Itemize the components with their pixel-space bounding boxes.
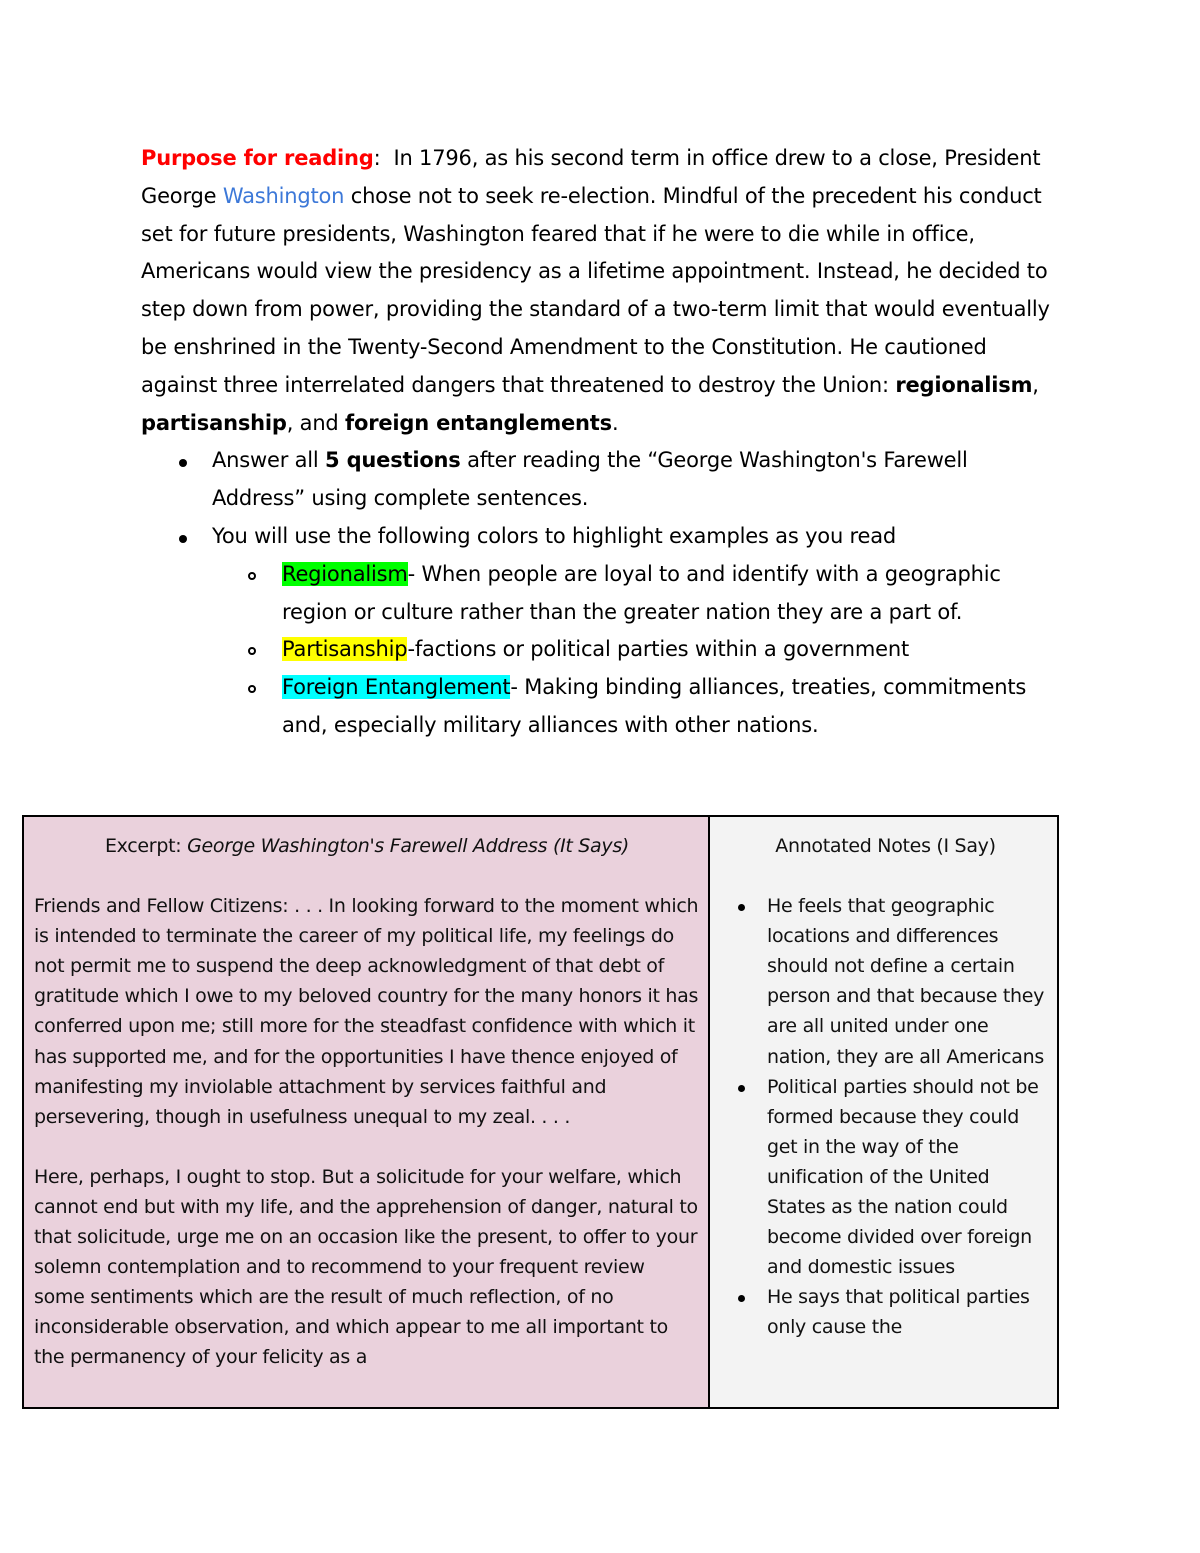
excerpt-label: Excerpt: <box>104 835 188 857</box>
bullet-icon <box>179 535 187 543</box>
color-key-foreign-entanglement <box>141 669 1061 745</box>
separator: , <box>1032 372 1039 397</box>
note-text: He feels that geographic locations and differences should not define a certain person and that because they are all united under one nation, they are all Americans <box>767 895 1045 1068</box>
color-key-list <box>212 556 1061 745</box>
instruction-text: Answer all <box>212 448 326 473</box>
bullet-icon <box>738 1085 745 1092</box>
notes-header: Annotated Notes (I Say) <box>775 835 996 857</box>
highlight-partisanship: Partisanship <box>282 637 408 662</box>
instruction-text: after reading the “George Washington's Farewell Address” using complete sentences. <box>212 448 968 511</box>
instruction-text: You will use the following colors to highlight examples as you read <box>212 523 897 548</box>
excerpt-column <box>24 817 710 1407</box>
highlight-foreign-entanglement: Foreign Entanglement <box>282 675 511 700</box>
circle-bullet-icon <box>248 572 256 580</box>
notes-column <box>710 817 1057 1407</box>
note-text: Political parties should not be formed because they could get in the way of the unification of the United States as the nation could become divided over foreign and domestic issues <box>767 1075 1039 1279</box>
definition-partisanship: -factions or political parties within a government <box>407 637 910 662</box>
note-item <box>720 1072 1051 1283</box>
bullet-icon <box>179 459 187 467</box>
purpose-paragraph <box>141 140 1061 442</box>
purpose-text-2: chose not to seek re-election. Mindful of the precedent his conduct set for future presidents, Washington feared that if he were to die while in office, Americans would view the presidency as a lifetime appointment. Instead, he decided to step down from power, providing the standard of a two-term limit that would eventually be enshrined in the Twenty-Second Amendment to the Constitution. He cautioned against three interrelated dangers that threatened to destroy the Union: <box>141 183 1050 397</box>
period: . <box>611 410 619 435</box>
purpose-section <box>141 140 1061 745</box>
separator: , and <box>286 410 346 435</box>
instruction-list <box>141 442 1061 744</box>
circle-bullet-icon <box>248 685 256 693</box>
danger-partisanship: partisanship <box>141 410 287 435</box>
notes-list <box>720 891 1051 1342</box>
excerpt-title: George Washington's Farewell Address (It Says) <box>187 835 630 857</box>
circle-bullet-icon <box>248 647 256 655</box>
highlight-regionalism: Regionalism <box>282 561 408 586</box>
questions-count: 5 questions <box>325 448 461 473</box>
color-key-regionalism <box>141 556 1061 632</box>
excerpt-header <box>34 831 700 861</box>
excerpt-paragraph-2: Here, perhaps, I ought to stop. But a solicitude for your welfare, which cannot end but with my life, and the apprehension of danger, natural to that solicitude, urge me on an occasion like the present, to offer to your solemn contemplation and to recommend to your frequent review some sentiments which are the result of much reflection, of no inconsiderable observation, and which appear to me all important to the permanency of your felicity as a <box>34 1165 698 1369</box>
excerpt-paragraph-1: Friends and Fellow Citizens: . . . In looking forward to the moment which is intended to terminate the career of my political life, my feelings do not permit me to suspend the deep acknowledgment of that debt of gratitude which I owe to my beloved country for the many honors it has conferred upon me; still more for the steadfast confidence with which it has supported me, and for the opportunities I have thence enjoyed of manifesting my inviolable attachment by services faithful and persevering, though in usefulness unequal to my zeal. . . . <box>34 895 699 1128</box>
definition-regionalism: - When people are loyal to and identify with a geographic region or culture rather than the greater nation they are a part of. <box>282 561 1001 624</box>
definition-foreign-entanglement: - Making binding alliances, treaties, commitments and, especially military alliances with other nations. <box>282 675 1027 737</box>
note-item <box>720 1282 1051 1342</box>
instruction-item-colors <box>141 518 1061 745</box>
washington-link[interactable]: Washington <box>222 183 345 208</box>
danger-regionalism: regionalism <box>895 372 1033 397</box>
purpose-label: Purpose for reading <box>141 146 374 170</box>
purpose-colon: : <box>373 146 381 170</box>
instruction-item-answer <box>141 442 1061 518</box>
note-item <box>720 891 1051 1072</box>
bullet-icon <box>738 904 745 911</box>
reading-table <box>22 815 1059 1409</box>
purpose-text-1: In 1796, as his second term in office drew to a close, President George <box>141 146 1047 208</box>
note-text: He says that political parties only cause the <box>767 1286 1030 1339</box>
color-key-partisanship <box>141 631 1061 669</box>
bullet-icon <box>738 1295 745 1302</box>
danger-foreign-entanglements: foreign entanglements <box>345 410 612 435</box>
